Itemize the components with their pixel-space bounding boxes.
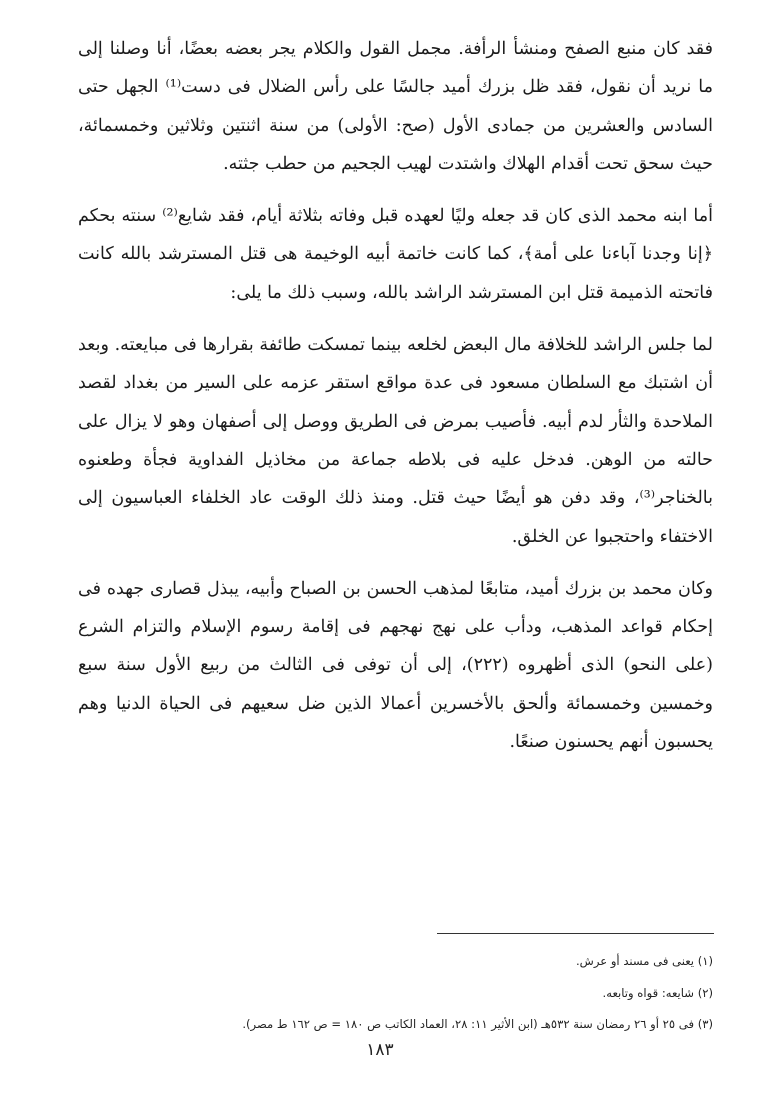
footnote-2: (٢) شايعه: قواه وتابعه.	[602, 985, 713, 1000]
footnote-1: (١) يعنى فى مسند أو عرش.	[575, 954, 713, 968]
paragraph-3: لما جلس الراشد للخلافة مال البعض لخلعه بينما تمسكت طائفة بقرارها فى مبايعته. وبعد أن اشتبك مع السلطان مسعود فى عدة مواقع استقر عزمه على السير من بغداد لقصد الملاحدة والثأر لدم أبيه. فأصيب بمرض فى الطريق ووصل إلى أصفهان وهو لا يزال على حالته من الوهن. فدخل عليه فى بلاطه جماعة من مخاذيل الفداوية فجأة وطعنوه بالخناجر⁽³⁾، وقد دفن هو أيضًا حيث قتل. ومنذ ذلك الوقت عاد الخلفاء العباسيون إلى الاختفاء واحتجبوا عن الخلق.	[78, 335, 713, 547]
paragraph-1: فقد كان منبع الصفح ومنشأ الرأفة. مجمل القول والكلام يجر بعضه بعضًا، أنا وصلنا إلى ما نريد أن نقول، فقد ظل بزرك أميد جالسًا على رأس الضلال فى دست⁽¹⁾ الجهل حتى السادس والعشرين من جمادى الأول (صح: الأولى) من سنة اثنتين وثلاثين وخمسمائة، حيث سحق تحت أقدام الهلاك واشتدت لهيب الجحيم من حطب جثته.	[78, 39, 713, 174]
paragraph-2: أما ابنه محمد الذى كان قد جعله وليًا لعهده قبل وفاته بثلاثة أيام، فقد شايع⁽²⁾ سنته بحكم ﴿إنا وجدنا آباءنا على أمة﴾، كما كانت خاتمة أبيه الوخيمة هى قتل المسترشد بالله كانت فاتحته الذميمة قتل ابن المسترشد الراشد بالله، وسبب ذلك ما يلى:	[78, 206, 713, 303]
footnote-separator	[437, 933, 714, 934]
footnotes	[78, 946, 713, 1041]
page-number: ١٨٣	[366, 1040, 394, 1060]
footnote-3: (٣) فى ٢٥ أو ٢٦ رمضان سنة ٥٣٢هـ (ابن الأثير ١١: ٢٨، العماد الكاتب ص ١٨٠ = ص ١٦٢ ط مصر).	[242, 1017, 713, 1031]
paragraph-4: وكان محمد بن بزرك أميد، متابعًا لمذهب الحسن بن الصباح وأبيه، يبذل قصارى جهده فى إحكام قواعد المذهب، ودأب على نهج نهجهم فى إقامة رسوم الإسلام والتزام الشرع (على النحو) الذى أظهروه (٢٢٢)، إلى أن توفى فى الثالث من ربيع الأول سنة سبع وخمسين وخمسمائة وألحق بالأخسرين أعمالا الذين ضل سعيهم فى الحياة الدنيا وهم يحسبون أنهم يحسنون صنعًا.	[78, 578, 713, 753]
main-text	[78, 30, 713, 775]
